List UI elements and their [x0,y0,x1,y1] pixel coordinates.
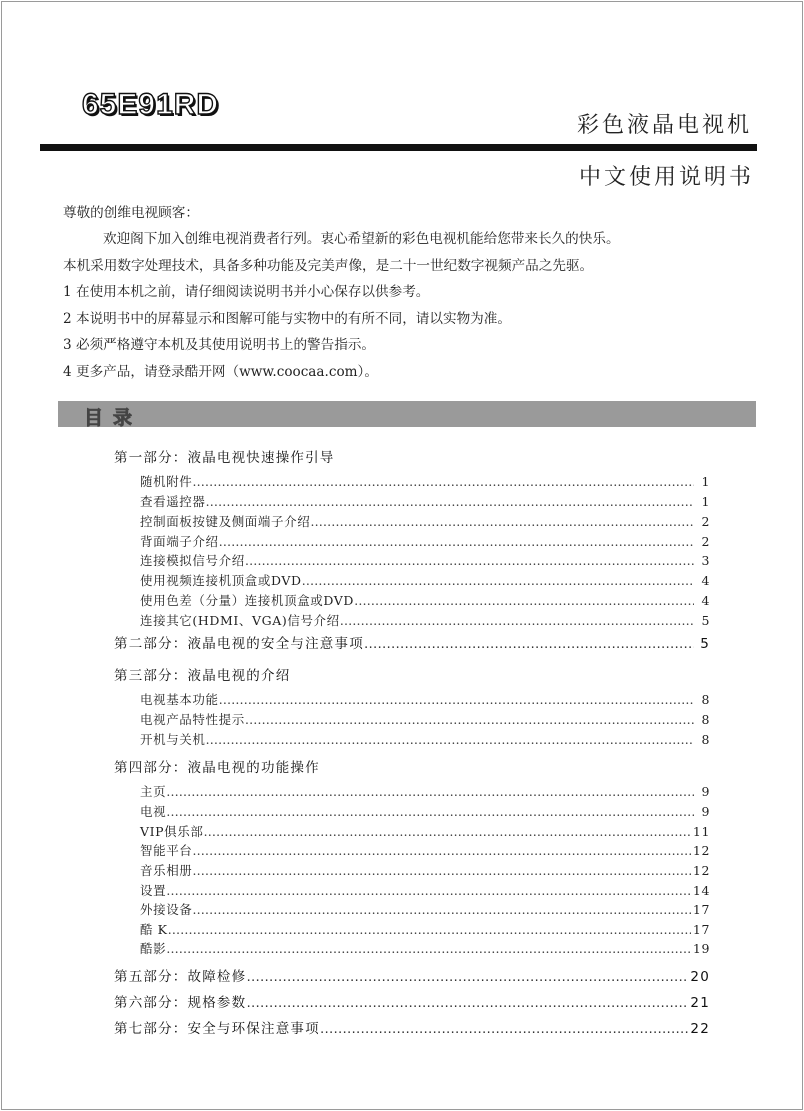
entry-label: 设置 [140,883,167,898]
toc-entry[interactable] [140,492,710,510]
entry-page: 12 [692,863,710,878]
toc-entry[interactable] [140,512,710,530]
header-divider [40,144,757,151]
entry-label: 外接设备 [140,902,193,917]
toc-entry[interactable] [140,730,710,748]
toc-part[interactable] [114,664,710,684]
toc-title: 目录 [84,407,143,429]
entry-page: 17 [692,902,710,917]
entry-label: 酷影 [140,941,167,956]
entry-label: 酷 K [140,922,168,937]
toc-entry[interactable] [140,861,710,879]
entry-page: 1 [701,494,710,509]
part-page: 5 [700,636,710,652]
toc-part[interactable] [114,756,710,776]
entry-label: 连接其它(HDMI、VGA)信号介绍 [140,613,340,628]
entry-label: 电视产品特性提示 [140,712,245,727]
toc-entry[interactable] [140,532,710,550]
part-page: 21 [690,995,710,1011]
toc-entry[interactable] [140,591,710,609]
entry-label: 背面端子介绍 [140,534,219,549]
entry-page: 3 [701,553,710,568]
toc-entry[interactable] [140,690,710,708]
entry-label: 查看遥控器 [140,494,206,509]
toc-entry[interactable] [140,939,710,957]
entry-page: 8 [701,692,710,707]
entry-label: 主页 [140,784,167,799]
entry-page: 2 [701,534,710,549]
greeting: 尊敬的创维电视顾客： [63,205,199,221]
entry-label: 智能平台 [140,843,193,858]
entry-page: 11 [692,824,710,839]
entry-page: 4 [701,593,710,608]
part-title: 第七部分：安全与环保注意事项 [114,1021,320,1037]
part-title: 第三部分：液晶电视的介绍 [114,668,291,684]
part-title: 第一部分：液晶电视快速操作引导 [114,450,335,466]
entry-label: 控制面板按键及侧面端子介绍 [140,514,311,529]
toc-header-bar [58,401,756,427]
entry-page: 14 [692,883,710,898]
entry-page: 9 [701,804,710,819]
toc-entry[interactable] [140,802,710,820]
toc-entry[interactable] [140,551,710,569]
entry-page: 2 [701,514,710,529]
part-page: 22 [690,1021,710,1037]
toc-part[interactable] [114,1017,710,1037]
part-title: 第二部分：液晶电视的安全与注意事项 [114,636,364,652]
model-number: 65E91RD [82,88,220,121]
entry-label: 使用视频连接机顶盒或DVD [140,573,302,588]
toc-entry[interactable] [140,710,710,728]
entry-page: 17 [692,922,710,937]
toc-entry[interactable] [140,472,710,490]
product-type: 彩色液晶电视机 [576,113,752,138]
entry-page: 9 [701,784,710,799]
part-page: 20 [690,969,710,985]
entry-label: 音乐相册 [140,863,193,878]
toc-entry[interactable] [140,920,710,938]
entry-page: 8 [701,712,710,727]
entry-label: 电视 [140,804,167,819]
part-title: 第四部分：液晶电视的功能操作 [114,760,320,776]
entry-label: 使用色差（分量）连接机顶盒或DVD [140,593,355,608]
toc-entry[interactable] [140,571,710,589]
toc-entry[interactable] [140,822,710,840]
toc-entry[interactable] [140,611,710,629]
entry-page: 8 [701,732,710,747]
entry-page: 12 [692,843,710,858]
entry-page: 19 [692,941,710,956]
toc-entry[interactable] [140,841,710,859]
toc-entry[interactable] [140,782,710,800]
note-item: 3 必须严格遵守本机及其使用说明书上的警告指示。 [63,337,376,353]
note-item: 2 本说明书中的屏幕显示和图解可能与实物中的有所不同，请以实物为准。 [63,311,511,327]
toc-part[interactable] [114,446,710,466]
entry-label: 电视基本功能 [140,692,219,707]
entry-label: 连接模拟信号介绍 [140,553,245,568]
entry-page: 4 [701,573,710,588]
toc-part[interactable] [114,991,710,1011]
toc-entry[interactable] [140,881,710,899]
entry-label: 开机与关机 [140,732,206,747]
entry-label: VIP俱乐部 [140,824,204,839]
manual-title: 中文使用说明书 [578,165,754,190]
entry-label: 随机附件 [140,474,193,489]
description-text: 本机采用数字处理技术，具备多种功能及完美声像，是二十一世纪数字视频产品之先驱。 [63,258,594,274]
welcome-text: 欢迎阁下加入创维电视消费者行列。衷心希望新的彩色电视机能给您带来长久的快乐。 [103,231,620,247]
entry-page: 5 [701,613,710,628]
part-title: 第五部分：故障检修 [114,969,247,985]
toc-part[interactable] [114,632,710,652]
toc-entry[interactable] [140,900,710,918]
note-item: 4 更多产品，请登录酷开网（www.coocaa.com）。 [63,364,378,380]
entry-page: 1 [701,474,710,489]
note-item: 1 在使用本机之前，请仔细阅读说明书并小心保存以供参考。 [63,284,430,300]
part-title: 第六部分：规格参数 [114,995,247,1011]
toc-part[interactable] [114,965,710,985]
